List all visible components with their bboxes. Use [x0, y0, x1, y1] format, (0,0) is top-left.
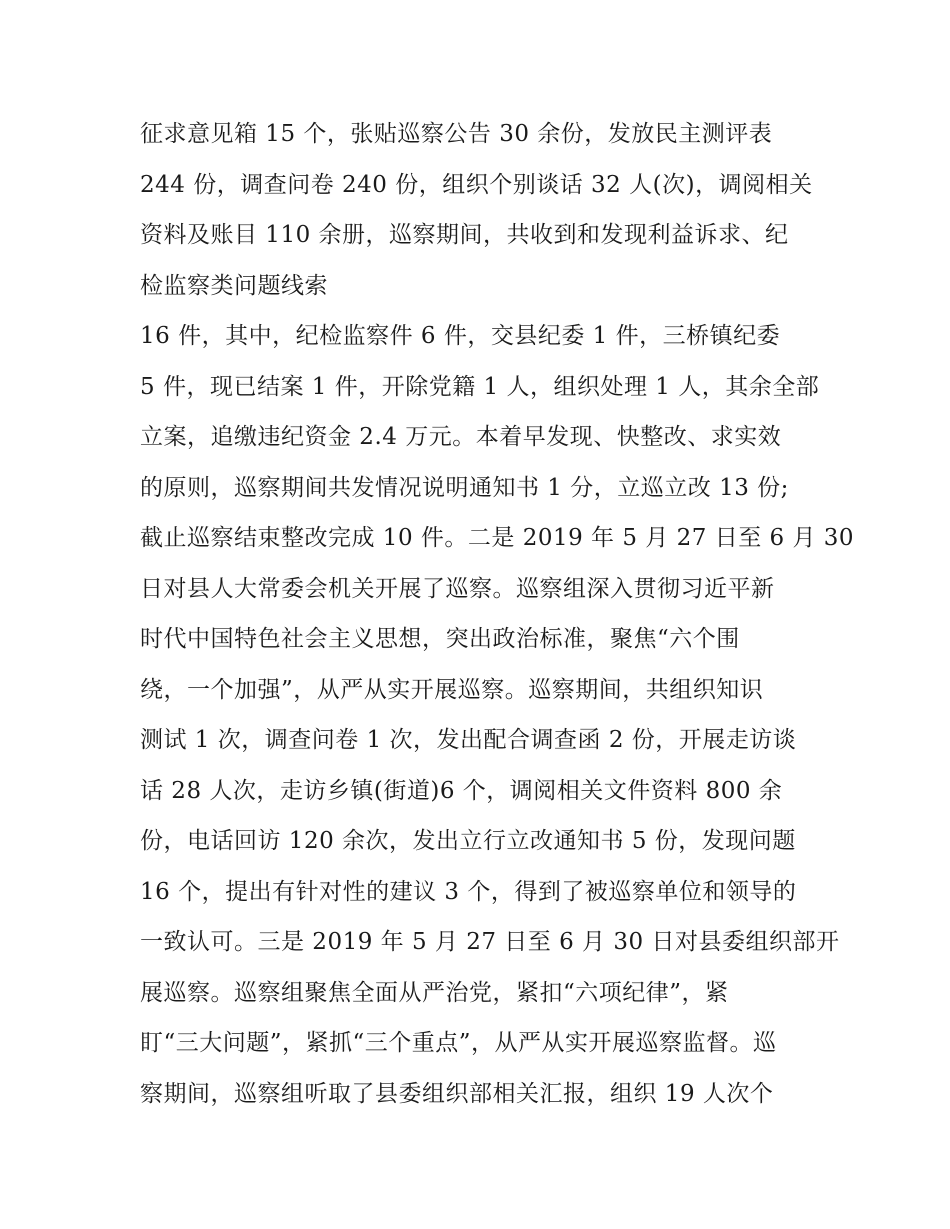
text-line: 一致认可。三是 2019 年 5 月 27 日至 6 月 30 日对县委组织部开	[140, 929, 840, 955]
text-line: 盯“三大问题”，紧抓“三个重点”，从严从实开展巡察监督。巡	[140, 1030, 777, 1056]
text-line: 察期间，巡察组听取了县委组织部相关汇报，组织 19 人次个	[140, 1080, 774, 1107]
text-line: 展巡察。巡察组聚焦全面从严治党，紧扣“六项纪律”，紧	[140, 979, 729, 1006]
text-line: 资料及账目 110 余册，巡察期间，共收到和发现利益诉求、纪	[140, 222, 789, 248]
text-line: 244 份，调查问卷 240 份，组织个别谈话 32 人(次)，调阅相关	[140, 171, 813, 198]
text-line: 截止巡察结束整改完成 10 件。二是 2019 年 5 月 27 日至 6 月 30	[140, 525, 855, 551]
text-line: 征求意见箱 15 个，张贴巡察公告 30 余份，发放民主测评表	[140, 121, 773, 147]
body-text	[140, 109, 855, 1119]
text-line: 时代中国特色社会主义思想，突出政治标准，聚焦“六个围	[140, 626, 740, 652]
text-line: 5 件，现已结案 1 件，开除党籍 1 人，组织处理 1 人，其余全部	[140, 373, 820, 400]
text-line: 立案，追缴违纪资金 2.4 万元。本着早发现、快整改、求实效	[140, 424, 782, 450]
text-line: 16 个，提出有针对性的建议 3 个，得到了被巡察单位和领导的	[140, 878, 797, 905]
text-line: 话 28 人次，走访乡镇(街道)6 个，调阅相关文件资料 800 余	[140, 777, 783, 804]
text-line: 的原则，巡察期间共发情况说明通知书 1 分，立巡立改 13 份;	[140, 474, 789, 501]
text-line: 日对县人大常委会机关开展了巡察。巡察组深入贯彻习近平新	[140, 575, 775, 602]
text-line: 份，电话回访 120 余次，发出立行立改通知书 5 份，发现问题	[140, 828, 796, 854]
text-line: 绕，一个加强”，从严从实开展巡察。巡察期间，共组织知识	[140, 676, 764, 703]
text-line: 测试 1 次，调查问卷 1 次，发出配合调查函 2 份，开展走访谈	[140, 727, 797, 753]
text-line: 检监察类问题线索	[140, 272, 328, 299]
text-line: 16 件，其中，纪检监察件 6 件，交县纪委 1 件，三桥镇纪委	[140, 323, 781, 349]
